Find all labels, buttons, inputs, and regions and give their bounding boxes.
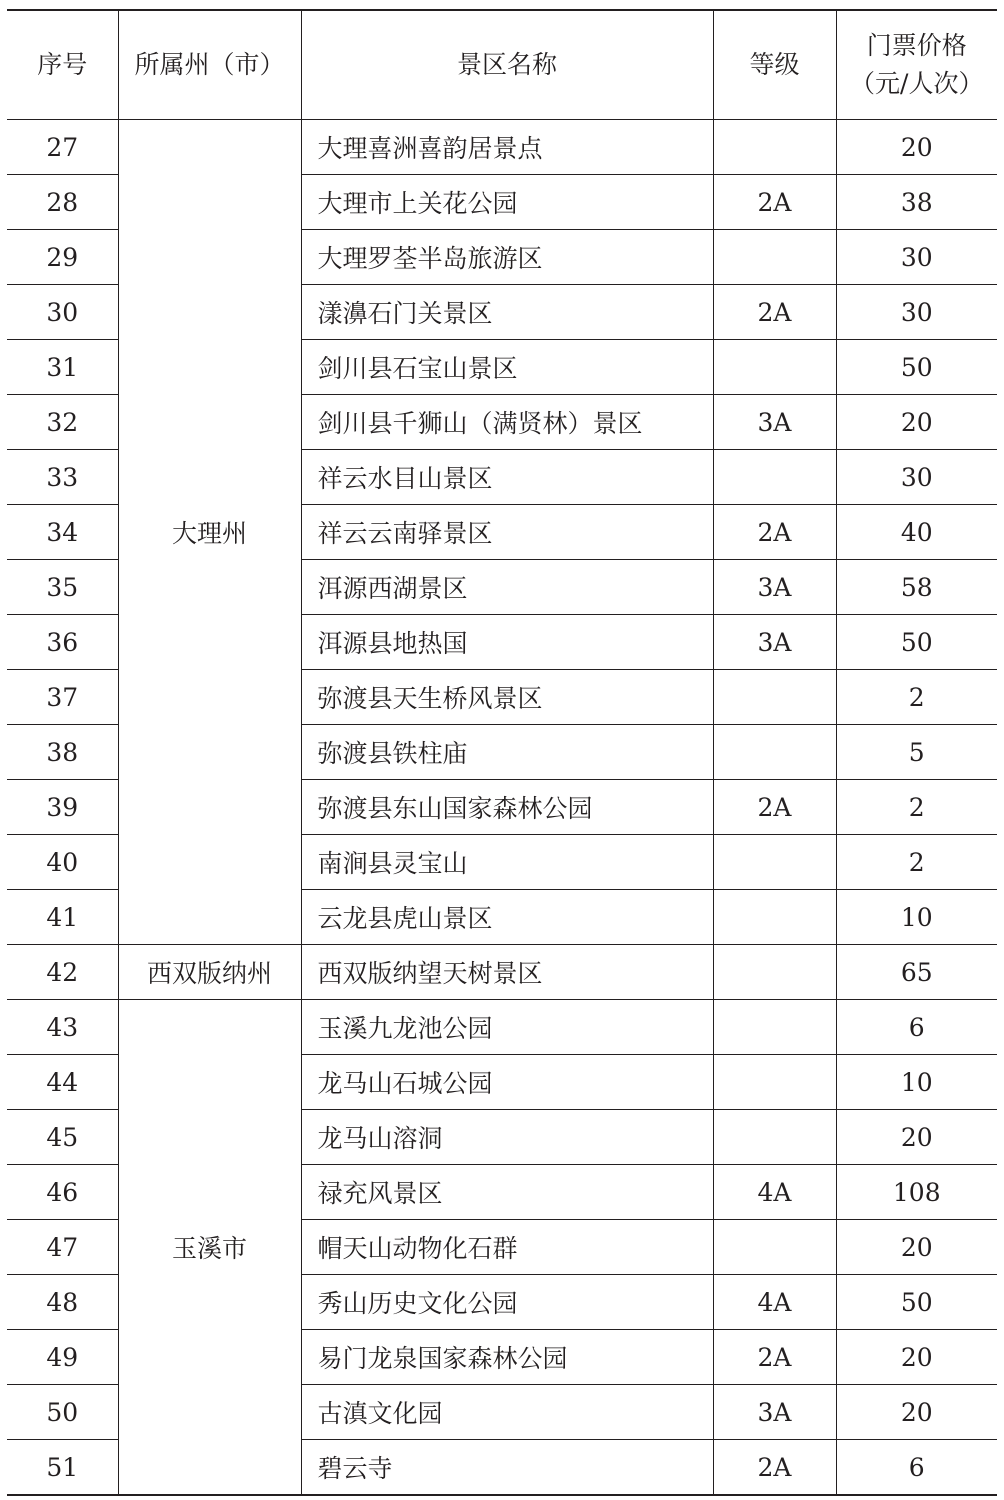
cell-price: 50 xyxy=(836,340,997,395)
cell-scenic-name: 漾濞石门关景区 xyxy=(301,285,713,340)
cell-grade: 4A xyxy=(713,1275,836,1330)
cell-no: 44 xyxy=(7,1055,118,1110)
cell-grade xyxy=(713,945,836,1000)
cell-no: 48 xyxy=(7,1275,118,1330)
cell-scenic-name: 龙马山溶洞 xyxy=(301,1110,713,1165)
cell-grade xyxy=(713,230,836,285)
cell-grade: 3A xyxy=(713,560,836,615)
cell-grade xyxy=(713,1000,836,1055)
cell-no: 45 xyxy=(7,1110,118,1165)
cell-no: 40 xyxy=(7,835,118,890)
cell-prefecture: 西双版纳州 xyxy=(118,945,301,1000)
cell-scenic-name: 剑川县千狮山（满贤林）景区 xyxy=(301,395,713,450)
cell-price: 20 xyxy=(836,1110,997,1165)
cell-scenic-name: 洱源县地热国 xyxy=(301,615,713,670)
cell-scenic-name: 大理喜洲喜韵居景点 xyxy=(301,120,713,175)
table-row xyxy=(7,945,997,1000)
cell-price: 5 xyxy=(836,725,997,780)
cell-price: 40 xyxy=(836,505,997,560)
cell-no: 28 xyxy=(7,175,118,230)
cell-no: 36 xyxy=(7,615,118,670)
cell-no: 42 xyxy=(7,945,118,1000)
cell-price: 50 xyxy=(836,1275,997,1330)
cell-price: 38 xyxy=(836,175,997,230)
cell-scenic-name: 南涧县灵宝山 xyxy=(301,835,713,890)
cell-no: 35 xyxy=(7,560,118,615)
cell-scenic-name: 云龙县虎山景区 xyxy=(301,890,713,945)
cell-price: 10 xyxy=(836,890,997,945)
header-price xyxy=(836,10,997,120)
cell-grade: 3A xyxy=(713,1385,836,1440)
cell-no: 31 xyxy=(7,340,118,395)
cell-grade: 2A xyxy=(713,175,836,230)
cell-no: 43 xyxy=(7,1000,118,1055)
cell-scenic-name: 易门龙泉国家森林公园 xyxy=(301,1330,713,1385)
cell-grade: 2A xyxy=(713,780,836,835)
cell-price: 30 xyxy=(836,285,997,340)
cell-no: 50 xyxy=(7,1385,118,1440)
cell-scenic-name: 弥渡县天生桥风景区 xyxy=(301,670,713,725)
cell-price: 20 xyxy=(836,1385,997,1440)
cell-price: 6 xyxy=(836,1000,997,1055)
cell-grade: 4A xyxy=(713,1165,836,1220)
header-grade: 等级 xyxy=(713,10,836,120)
cell-price: 2 xyxy=(836,670,997,725)
cell-price: 2 xyxy=(836,780,997,835)
cell-no: 27 xyxy=(7,120,118,175)
cell-price: 20 xyxy=(836,395,997,450)
table-header-row xyxy=(7,10,997,120)
cell-no: 29 xyxy=(7,230,118,285)
cell-price: 30 xyxy=(836,230,997,285)
cell-scenic-name: 龙马山石城公园 xyxy=(301,1055,713,1110)
cell-no: 46 xyxy=(7,1165,118,1220)
cell-scenic-name: 洱源西湖景区 xyxy=(301,560,713,615)
cell-grade: 2A xyxy=(713,1330,836,1385)
cell-no: 39 xyxy=(7,780,118,835)
cell-grade: 3A xyxy=(713,615,836,670)
cell-scenic-name: 大理罗荃半岛旅游区 xyxy=(301,230,713,285)
header-price-line1: 门票价格 xyxy=(866,31,967,60)
cell-scenic-name: 剑川县石宝山景区 xyxy=(301,340,713,395)
cell-prefecture: 大理州 xyxy=(118,120,301,945)
cell-price: 58 xyxy=(836,560,997,615)
cell-no: 37 xyxy=(7,670,118,725)
cell-grade xyxy=(713,120,836,175)
cell-grade: 2A xyxy=(713,505,836,560)
cell-no: 38 xyxy=(7,725,118,780)
cell-price: 10 xyxy=(836,1055,997,1110)
cell-grade xyxy=(713,1220,836,1275)
cell-no: 47 xyxy=(7,1220,118,1275)
cell-scenic-name: 古滇文化园 xyxy=(301,1385,713,1440)
header-prefecture: 所属州（市） xyxy=(118,10,301,120)
table-row xyxy=(7,1000,997,1055)
cell-grade xyxy=(713,340,836,395)
cell-no: 41 xyxy=(7,890,118,945)
cell-grade xyxy=(713,670,836,725)
cell-scenic-name: 禄充风景区 xyxy=(301,1165,713,1220)
cell-scenic-name: 玉溪九龙池公园 xyxy=(301,1000,713,1055)
cell-prefecture: 玉溪市 xyxy=(118,1000,301,1496)
cell-price: 50 xyxy=(836,615,997,670)
cell-no: 51 xyxy=(7,1440,118,1496)
cell-price: 2 xyxy=(836,835,997,890)
header-price-line2: （元/人次） xyxy=(850,69,984,98)
cell-price: 20 xyxy=(836,1220,997,1275)
cell-scenic-name: 祥云云南驿景区 xyxy=(301,505,713,560)
cell-scenic-name: 碧云寺 xyxy=(301,1440,713,1496)
cell-price: 108 xyxy=(836,1165,997,1220)
cell-no: 34 xyxy=(7,505,118,560)
header-scenic-name: 景区名称 xyxy=(301,10,713,120)
cell-grade xyxy=(713,835,836,890)
table-body xyxy=(7,120,997,1496)
cell-grade xyxy=(713,890,836,945)
cell-grade: 2A xyxy=(713,1440,836,1496)
cell-scenic-name: 西双版纳望天树景区 xyxy=(301,945,713,1000)
cell-scenic-name: 弥渡县铁柱庙 xyxy=(301,725,713,780)
cell-price: 20 xyxy=(836,120,997,175)
cell-price: 20 xyxy=(836,1330,997,1385)
cell-scenic-name: 祥云水目山景区 xyxy=(301,450,713,505)
cell-scenic-name: 大理市上关花公园 xyxy=(301,175,713,230)
cell-scenic-name: 弥渡县东山国家森林公园 xyxy=(301,780,713,835)
cell-grade xyxy=(713,725,836,780)
cell-grade xyxy=(713,1110,836,1165)
cell-price: 6 xyxy=(836,1440,997,1496)
scenic-spot-table xyxy=(7,9,997,1496)
cell-no: 33 xyxy=(7,450,118,505)
cell-price: 65 xyxy=(836,945,997,1000)
cell-grade xyxy=(713,1055,836,1110)
header-no: 序号 xyxy=(7,10,118,120)
cell-price: 30 xyxy=(836,450,997,505)
cell-scenic-name: 帽天山动物化石群 xyxy=(301,1220,713,1275)
cell-scenic-name: 秀山历史文化公园 xyxy=(301,1275,713,1330)
cell-no: 30 xyxy=(7,285,118,340)
cell-no: 49 xyxy=(7,1330,118,1385)
cell-grade: 3A xyxy=(713,395,836,450)
cell-no: 32 xyxy=(7,395,118,450)
table-row xyxy=(7,120,997,175)
cell-grade: 2A xyxy=(713,285,836,340)
cell-grade xyxy=(713,450,836,505)
